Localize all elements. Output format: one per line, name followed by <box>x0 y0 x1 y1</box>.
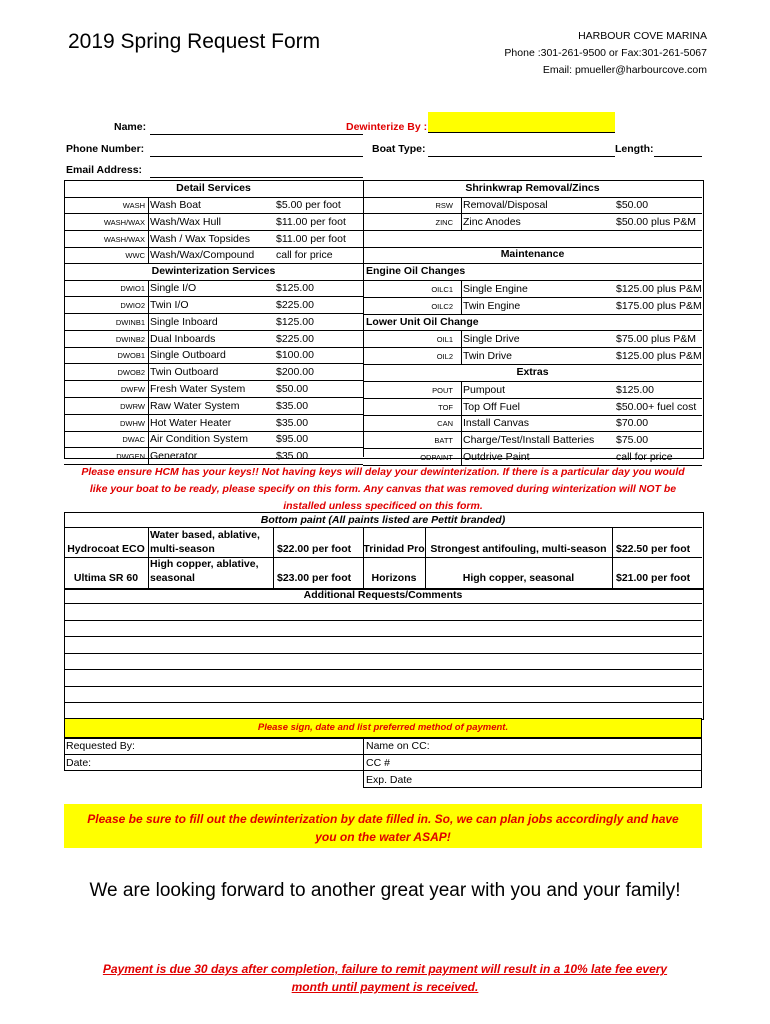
service-checkbox[interactable] <box>141 401 148 411</box>
marina-name: HARBOUR COVE MARINA <box>578 30 707 42</box>
service-price: $125.00 <box>616 383 654 396</box>
service-name: Twin Engine <box>463 299 521 312</box>
service-code: POUT <box>432 385 453 395</box>
service-checkbox[interactable] <box>141 217 148 227</box>
service-name: Generator <box>150 450 198 463</box>
paint-price: $21.00 per foot <box>616 572 691 584</box>
service-checkbox[interactable] <box>141 250 148 260</box>
phone-label: Phone Number: <box>66 143 145 155</box>
service-price: $11.00 per foot <box>276 215 346 228</box>
paint-name: Hydrocoat ECO <box>67 543 145 555</box>
paint-price: $23.00 per foot <box>277 572 352 584</box>
paint-desc: High copper, ablative, <box>150 558 259 570</box>
section-heading: Lower Unit Oil Change <box>366 315 479 328</box>
service-code: DWRW <box>120 401 145 411</box>
service-code: CAN <box>437 419 453 429</box>
paint-desc: Water based, ablative, <box>150 529 260 541</box>
email-field[interactable] <box>150 177 363 178</box>
service-name: Top Off Fuel <box>463 400 521 413</box>
service-name: Twin Outboard <box>150 366 219 379</box>
paint-name: Ultima SR 60 <box>73 572 139 584</box>
comment-line <box>64 636 702 637</box>
service-price: call for price <box>616 451 673 463</box>
service-price: $70.00 <box>616 417 649 430</box>
service-name: Single Outboard <box>150 349 226 362</box>
service-price: $75.00 plus P&M <box>616 333 696 346</box>
service-price: $100.00 <box>276 349 314 362</box>
length-field[interactable] <box>654 156 702 157</box>
service-price: $225.00 <box>276 332 314 345</box>
service-code: DWINB2 <box>115 334 145 344</box>
paint-price: $22.00 per foot <box>277 543 352 555</box>
service-price: $5.00 per foot <box>276 199 341 211</box>
service-checkbox[interactable] <box>141 418 148 428</box>
service-name: Install Canvas <box>463 417 529 430</box>
service-name: Single I/O <box>150 282 197 295</box>
service-code: DWINB1 <box>115 317 145 327</box>
service-price: $35.00 <box>276 416 309 429</box>
comment-line <box>64 603 702 604</box>
service-price: call for price <box>276 249 333 262</box>
service-price: $125.00 plus P&M <box>616 350 702 363</box>
bottom-paint-heading: Bottom paint (All paints listed are Pettit branded) <box>260 514 506 526</box>
service-price: $50.00 plus P&M <box>616 215 696 228</box>
service-name: Fresh Water System <box>150 383 246 395</box>
service-code: DWOB1 <box>117 351 145 361</box>
paint-desc: multi-season <box>150 543 215 555</box>
service-name: Twin Drive <box>463 350 513 363</box>
exp-date-label: Exp. Date <box>366 774 413 786</box>
service-name: Twin I/O <box>150 299 189 311</box>
service-name: Dual Inboards <box>150 332 216 345</box>
service-checkbox[interactable] <box>141 334 148 344</box>
requested-by-label: Requested By: <box>66 740 135 752</box>
dewinterization-heading: Dewinterization Services <box>151 265 276 278</box>
service-name: Removal/Disposal <box>463 199 548 211</box>
paint-price: $22.50 per foot <box>616 543 691 555</box>
service-checkbox[interactable] <box>141 234 148 244</box>
service-name: Single Inboard <box>150 315 218 328</box>
service-price: $50.00+ fuel cost <box>616 400 697 413</box>
service-code: OILC1 <box>431 285 453 294</box>
service-checkbox[interactable] <box>141 317 148 327</box>
date-label: Date: <box>66 757 92 769</box>
service-code: BATT <box>434 436 453 446</box>
service-name: Raw Water System <box>150 399 240 412</box>
service-checkbox[interactable] <box>141 283 148 293</box>
service-name: Single Engine <box>463 283 528 295</box>
keys-notice: Please ensure HCM has your keys!! Not having keys will delay your dewinterization. If there is a particular day you would like your boat to be ready, please specify on this form. Any canvas that was removed during winterization will NOT be installed unless specificed on this form. <box>81 466 685 512</box>
service-price: $200.00 <box>276 366 314 379</box>
service-code: DWGEN <box>116 452 145 462</box>
service-checkbox[interactable] <box>141 350 148 360</box>
service-name: Wash / Wax Topsides <box>150 232 250 245</box>
section-heading: Maintenance <box>500 248 565 261</box>
shrinkwrap-heading: Shrinkwrap Removal/Zincs <box>465 182 600 194</box>
service-code: OILC2 <box>431 301 453 311</box>
comments-box[interactable] <box>64 588 704 720</box>
comments-heading: Additional Requests/Comments <box>303 589 463 601</box>
closing-message: We are looking forward to another great year with you and your family! <box>89 880 681 901</box>
section-heading: Extras <box>516 366 549 378</box>
email-label: Email Address: <box>66 164 143 176</box>
cc-number-label: CC # <box>366 757 390 769</box>
length-label: Length: <box>615 143 654 155</box>
service-checkbox[interactable] <box>141 384 148 394</box>
service-code: WASH/WAX <box>103 217 145 227</box>
service-name: Zinc Anodes <box>463 215 521 228</box>
service-code: WASH <box>122 201 145 210</box>
section-heading: Engine Oil Changes <box>366 265 466 278</box>
service-checkbox[interactable] <box>141 434 148 444</box>
service-code: TOF <box>438 402 453 412</box>
paint-desc: seasonal <box>150 572 195 584</box>
service-price: $95.00 <box>276 433 309 446</box>
service-price: $50.00 <box>616 199 649 211</box>
service-code: DWFW <box>120 385 145 394</box>
comment-line <box>64 653 702 654</box>
service-code: ODPAINT <box>420 453 453 462</box>
comment-line <box>64 702 702 703</box>
page-title: 2019 Spring Request Form <box>68 30 321 53</box>
paint-name: Trinidad Pro <box>363 543 425 555</box>
service-name: Pumpout <box>463 383 506 396</box>
service-name: Wash/Wax Hull <box>150 215 221 228</box>
service-name: Outdrive Paint <box>463 451 530 463</box>
paint-name: Horizons <box>371 572 417 584</box>
service-name: Wash Boat <box>150 199 201 211</box>
name-field[interactable] <box>150 134 363 135</box>
service-checkbox[interactable] <box>141 451 148 461</box>
service-name: Hot Water Heater <box>150 416 232 429</box>
service-price: $35.00 <box>276 450 309 463</box>
service-price: $11.00 per foot <box>276 232 346 245</box>
name-on-cc-label: Name on CC: <box>366 740 430 752</box>
detail-services-heading: Detail Services <box>176 182 251 194</box>
service-code: WWC <box>125 251 145 261</box>
service-code: OIL1 <box>436 335 453 345</box>
comment-line <box>64 669 702 670</box>
service-price: $175.00 plus P&M <box>616 299 702 312</box>
service-price: $125.00 <box>276 315 314 328</box>
service-checkbox[interactable] <box>141 200 148 210</box>
service-price: $125.00 plus P&M <box>616 283 702 295</box>
service-code: ZINC <box>435 217 453 227</box>
service-price: $50.00 <box>276 383 309 395</box>
boat-type-label: Boat Type: <box>372 143 426 155</box>
service-code: OIL2 <box>436 352 453 362</box>
service-price: $225.00 <box>276 299 314 311</box>
service-code: DWAC <box>122 435 145 445</box>
service-code: RSW <box>435 201 453 210</box>
marina-phone: Phone :301-261-9500 or Fax:301-261-5067 <box>504 47 707 59</box>
comment-line <box>64 686 702 687</box>
service-price: $75.00 <box>616 434 649 447</box>
paint-desc: High copper, seasonal <box>462 572 575 584</box>
service-code: DWHW <box>120 418 145 428</box>
late-fee-notice: Payment is due 30 days after completion, failure to remit payment will result in a 10% late fee every month until payment is received. <box>102 962 668 994</box>
phone-field[interactable] <box>150 156 363 157</box>
payment-instruction: Please sign, date and list preferred method of payment. <box>257 722 509 733</box>
marina-contact <box>504 28 707 79</box>
service-checkbox[interactable] <box>141 367 148 377</box>
service-code: WASH/WAX <box>103 234 145 244</box>
dewinterize-field[interactable] <box>428 112 615 133</box>
service-code: DWIO2 <box>120 301 145 310</box>
name-label: Name: <box>114 121 147 133</box>
service-price: $125.00 <box>276 282 314 295</box>
service-name: Single Drive <box>463 333 520 346</box>
dewinterize-notice: Please be sure to fill out the dewinterization by date filled in. So, we can plan jobs accordingly and have you on the water ASAP! <box>64 804 702 848</box>
service-checkbox[interactable] <box>141 300 148 310</box>
boat-type-field[interactable] <box>428 156 615 157</box>
service-name: Charge/Test/Install Batteries <box>463 434 595 447</box>
service-price: $35.00 <box>276 399 309 412</box>
dewinterize-label: Dewinterize By : <box>346 121 428 133</box>
service-name: Air Condition System <box>150 433 249 446</box>
paint-desc: Strongest antifouling, multi-season <box>430 543 607 555</box>
service-code: DWOB2 <box>117 368 145 378</box>
comment-line <box>64 620 702 621</box>
marina-email: Email: pmueller@harbourcove.com <box>542 64 707 76</box>
service-code: DWIO1 <box>120 284 145 294</box>
service-name: Wash/Wax/Compound <box>150 249 255 262</box>
